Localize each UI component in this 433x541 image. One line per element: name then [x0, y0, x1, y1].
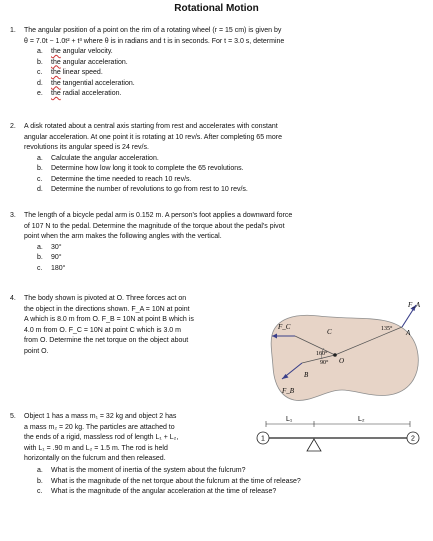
- problem-text-line: Object 1 has a mass m₁ = 32 kg and object 2 has: [24, 413, 177, 420]
- fulcrum: [307, 439, 321, 451]
- label-l2: L₂: [358, 416, 365, 423]
- pivoted-body-figure: [264, 297, 424, 407]
- subquestion: a. the angular velocity.: [37, 48, 113, 55]
- subquestion: a. What is the moment of inertia of the system about the fulcrum?: [37, 467, 246, 474]
- problem-text-line: from O. Determine the net torque on the object about: [24, 337, 189, 344]
- subquestion: c. the linear speed.: [37, 69, 103, 76]
- problem-text-line: point when the arm makes the following angles with the vertical.: [24, 233, 222, 240]
- subquestion: d. Determine the number of revolutions to go from rest to 10 rev/s.: [37, 186, 248, 193]
- problem-text-line: with L₁ = .90 m and L₂ = 1.5 m. The rod is held: [24, 444, 168, 452]
- problem-1: [10, 26, 385, 100]
- problem-text-line: The length of a bicycle pedal arm is 0.152 m. A person's foot applies a downward force: [24, 212, 293, 219]
- problem-text-line: A disk rotated about a central axis starting from rest and accelerates with constant: [24, 123, 278, 130]
- problem-text-line: point O.: [24, 347, 49, 355]
- subquestion: c. Determine the time needed to reach 10 rev/s.: [37, 175, 192, 183]
- subquestion: c. What is the magnitude of the angular acceleration at the time of release?: [37, 488, 277, 495]
- problem-number: 1.: [10, 27, 16, 34]
- lever-figure: [252, 412, 424, 460]
- problem-number: 3.: [10, 212, 16, 219]
- label-b: B: [304, 371, 309, 379]
- subquestion: b. Determine how low long it took to complete the 65 revolutions.: [37, 165, 244, 172]
- problem-text-line: the ends of a rigid, massless rod of length L₁ + L₂,: [24, 434, 179, 441]
- problem-text-line: angular acceleration. At one point it is rotating at 10 rev/s. After completing 65 more: [24, 133, 282, 141]
- problem-text-line: 4.0 m from O. F_C = 10N at point C which is 3.0 m: [24, 326, 181, 334]
- problem-number: 4.: [10, 295, 16, 302]
- problem-text-line: The body shown is pivoted at O. Three forces act on: [24, 295, 187, 302]
- label-c: C: [327, 328, 332, 336]
- problem-5: [10, 412, 260, 465]
- problem-number: 2.: [10, 123, 16, 130]
- label-o: O: [339, 357, 345, 365]
- label-a: A: [406, 329, 411, 337]
- subquestion-list: [37, 47, 385, 100]
- angle-90-label: 90°: [320, 360, 329, 366]
- problem-5-questions: [10, 466, 410, 498]
- subquestion: a. 30°: [37, 243, 62, 251]
- problem-text-line: the object in the directions shown. F_A = 10N at point: [24, 305, 190, 313]
- problem-2: [10, 122, 385, 196]
- problem-text-line: A which is 8.0 m from O. F_B = 10N at point B which is: [24, 316, 194, 323]
- subquestion-list: [37, 466, 410, 498]
- problem-text-line: a mass m₂ = 20 kg. The particles are attached to: [24, 423, 175, 431]
- subquestion: e. the radial acceleration.: [37, 90, 122, 97]
- label-l1: L₁: [286, 416, 293, 423]
- label-fb: F_B: [282, 387, 295, 395]
- subquestion: a. Calculate the angular acceleration.: [37, 154, 159, 162]
- page-title: Rotational Motion: [174, 3, 259, 14]
- problem-3: [10, 211, 385, 274]
- problem-number: 5.: [10, 413, 16, 420]
- subquestion: c. 180°: [37, 264, 66, 272]
- problem-text-line: revolutions its angular speed is 24 rev/s.: [24, 144, 149, 151]
- subquestion-list: [37, 154, 385, 196]
- problem-text-line: The angular position of a point on the rim of a rotating wheel (r = 15 cm) is given by: [24, 27, 282, 34]
- problem-4: [10, 294, 265, 357]
- subquestion: d. the tangential acceleration.: [37, 79, 135, 87]
- mass-2-label: 2: [411, 435, 415, 443]
- problem-text-line: horizontally on the fulcrum and then released.: [24, 455, 166, 462]
- subquestion-list: [37, 243, 385, 275]
- pivot-point: [333, 353, 337, 357]
- subquestion: b. 90°: [37, 254, 62, 261]
- label-fc: F_C: [278, 323, 291, 331]
- mass-1-label: 1: [261, 435, 265, 443]
- angle-160-label: 160°: [316, 351, 328, 357]
- angle-135-label: 135°: [381, 326, 393, 332]
- subquestion: b. the angular acceleration.: [37, 58, 128, 66]
- problem-text-line: θ = 7.0t − 1.0t² + t³ where θ is in radians and t is in seconds. For t = 3.0 s, determine: [24, 37, 285, 45]
- label-fa: F_A: [408, 301, 421, 309]
- subquestion: b. What is the magnitude of the net torque about the fulcrum at the time of release?: [37, 477, 301, 485]
- problem-text-line: of 107 N to the pedal. Determine the magnitude of the torque about the pedal's pivot: [24, 222, 285, 230]
